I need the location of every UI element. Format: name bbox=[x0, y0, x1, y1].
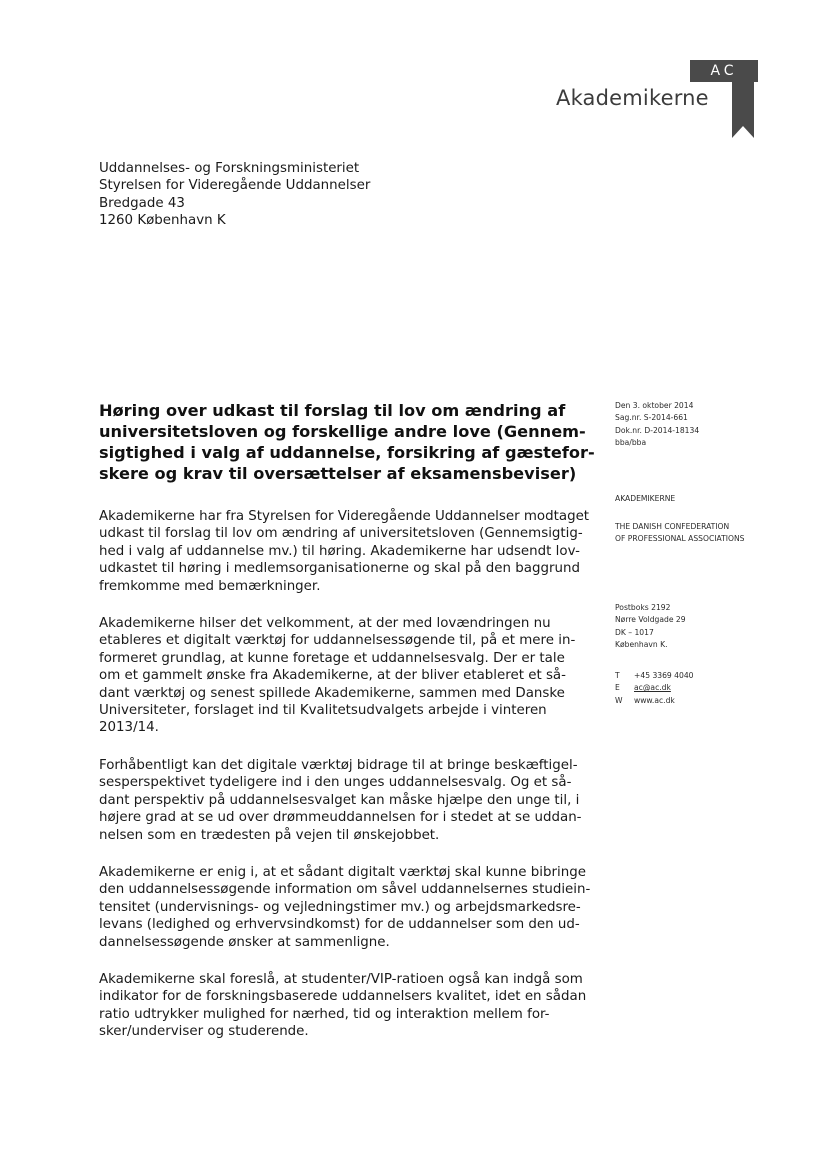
contact-email bbox=[615, 682, 694, 694]
body-line: den uddannelsessøgende information om såvel uddannelsernes studiein- bbox=[99, 882, 591, 898]
meta-doc-number: Dok.nr. D-2014-18134 bbox=[615, 425, 700, 435]
email-link[interactable]: ac@ac.dk bbox=[634, 683, 671, 693]
body-line: indikator for de forskningsbaserede uddannelsers kvalitet, idet en sådan bbox=[99, 989, 587, 1005]
body-line: Universiteter, forslaget ind til Kvalitetsudvalgets arbejde i vinteren bbox=[99, 703, 547, 719]
sender-org-english bbox=[615, 521, 744, 546]
meta-initials: bba/bba bbox=[615, 437, 647, 447]
address-line: Nørre Voldgade 29 bbox=[615, 615, 686, 625]
ac-logo-box: AC bbox=[690, 60, 758, 82]
body-line: Akademikerne er enig i, at et sådant digitalt værktøj skal kunne bibringe bbox=[99, 864, 586, 880]
paragraph bbox=[99, 971, 587, 1041]
meta-case-number: Sag.nr. S-2014-661 bbox=[615, 413, 688, 423]
body-line: udkastet til høring i medlemsorganisationerne og skal på den baggrund bbox=[99, 561, 580, 577]
title-line: Høring over udkast til forslag til lov om ændring af bbox=[99, 401, 566, 420]
body-line: ratio udtrykker mulighed for nærhed, tid og interaktion mellem for- bbox=[99, 1006, 550, 1022]
body-line: Akademikerne skal foreslå, at studenter/VIP-ratioen også kan indgå som bbox=[99, 971, 583, 987]
logo-flag-icon bbox=[732, 82, 754, 138]
body-line: Akademikerne har fra Styrelsen for Videregående Uddannelser modtaget bbox=[99, 509, 590, 524]
address-line: Postboks 2192 bbox=[615, 603, 671, 612]
meta-date: Den 3. oktober 2014 bbox=[615, 401, 694, 410]
title-line: universitetsloven og forskellige andre love (Gennem- bbox=[99, 422, 586, 441]
contact-value: +45 3369 4040 bbox=[634, 671, 694, 680]
sender-contact bbox=[615, 670, 694, 707]
contact-phone bbox=[615, 670, 694, 682]
recipient-line: Bredgade 43 bbox=[99, 195, 185, 211]
logo-wordmark: Akademikerne bbox=[556, 86, 709, 110]
contact-web bbox=[615, 695, 694, 707]
address-line: DK – 1017 bbox=[615, 627, 654, 637]
body-line: formeret grundlag, at kunne foretage et uddannelsesvalg. Der er tale bbox=[99, 650, 565, 666]
contact-label: T bbox=[615, 671, 620, 680]
contact-label: W bbox=[615, 695, 623, 705]
body-line: udkast til forslag til lov om ændring af universitetsloven (Gennemsigtig- bbox=[99, 526, 583, 542]
letter-title bbox=[99, 400, 595, 484]
body-line: Akademikerne hilser det velkomment, at der med lovændringen nu bbox=[99, 616, 551, 632]
recipient-line: Uddannelses- og Forskningsministeriet bbox=[99, 161, 360, 176]
body-line: hed i valg af uddannelse mv.) til høring. Akademikerne har udsendt lov- bbox=[99, 543, 580, 559]
address-line: København K. bbox=[615, 639, 668, 649]
body-line: dannelsessøgende ønsker at sammenligne. bbox=[99, 934, 390, 950]
recipient-line: Styrelsen for Videregående Uddannelser bbox=[99, 178, 371, 194]
paragraph bbox=[99, 615, 579, 737]
paragraph bbox=[99, 508, 590, 595]
body-line: højere grad at se ud over drømmeuddannelsen for i stedet at se uddan- bbox=[99, 810, 582, 826]
body-line: fremkomme med bemærkninger. bbox=[99, 578, 321, 594]
paragraph bbox=[99, 864, 591, 951]
body-line: 2013/14. bbox=[99, 720, 159, 736]
body-line: nelsen som en trædesten på vejen til ønskejobbet. bbox=[99, 827, 440, 843]
akademikerne-logo bbox=[520, 58, 760, 138]
title-line: skere og krav til oversættelser af eksamensbeviser) bbox=[99, 464, 577, 483]
body-line: sesperspektivet tydeligere ind i den unges uddannelsesvalg. Og et så- bbox=[99, 775, 572, 791]
sender-address bbox=[615, 602, 686, 651]
body-line: sker/underviser og studerende. bbox=[99, 1024, 309, 1040]
body-line: etableres et digitalt værktøj for uddannelsessøgende til, på et mere in- bbox=[99, 633, 576, 649]
body-line: Forhåbentligt kan det digitale værktøj bidrage til at bringe beskæftigel- bbox=[99, 757, 578, 773]
body-line: om et gammelt ønske fra Akademikerne, at der bliver etableret et så- bbox=[99, 668, 566, 684]
org-english-line: THE DANISH CONFEDERATION bbox=[615, 522, 730, 531]
body-line: levans (ledighed og erhvervsindkomst) for de uddannelser som den ud- bbox=[99, 917, 580, 933]
letter-meta bbox=[615, 400, 699, 449]
recipient-address bbox=[99, 160, 370, 229]
web-link[interactable]: www.ac.dk bbox=[634, 695, 675, 705]
sender-org bbox=[615, 493, 675, 505]
body-line: tensitet (undervisnings- og vejledningstimer mv.) og arbejdsmarkedsre- bbox=[99, 899, 581, 915]
body-line: dant værktøj og senest spillede Akademikerne, sammen med Danske bbox=[99, 685, 565, 701]
body-line: dant perspektiv på uddannelsesvalget kan måske hjælpe den unge til, i bbox=[99, 792, 580, 808]
recipient-line: 1260 København K bbox=[99, 212, 226, 228]
title-line: sigtighed i valg af uddannelse, forsikring af gæstefor- bbox=[99, 443, 595, 462]
letter-body bbox=[99, 508, 591, 1061]
contact-label: E bbox=[615, 683, 620, 693]
org-english-line: OF PROFESSIONAL ASSOCIATIONS bbox=[615, 534, 745, 544]
paragraph bbox=[99, 757, 582, 844]
org-name: AKADEMIKERNE bbox=[615, 494, 676, 503]
